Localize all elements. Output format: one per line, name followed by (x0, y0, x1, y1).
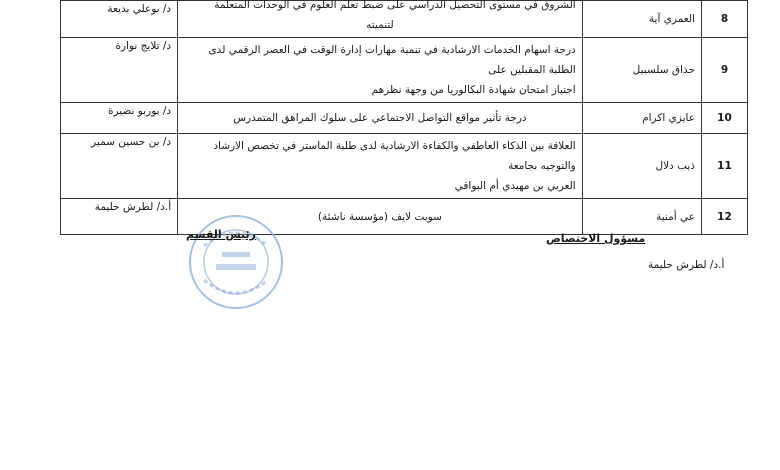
row-number: 9 (701, 38, 747, 103)
row-number: 8 (701, 1, 747, 38)
row-number: 10 (701, 103, 747, 134)
thesis-title-line1: العلاقة بين الذكاء العاطفي والكفاءة الارشادية لدى طلبة الماستر في تخصص الارشاد والتوجيه بجامعة (213, 140, 576, 172)
table-row (61, 38, 748, 103)
supervision-table (60, 0, 748, 235)
thesis-title-line2: اجتياز امتحان شهادة البكالوريا من وجهة نظرهم (371, 84, 576, 96)
thesis-title-line1: سوبت لايف (مؤسسة ناشئة) (317, 210, 442, 223)
thesis-title-line2: لتنميته (366, 19, 394, 31)
department-head-label: رئيس القسم (186, 228, 256, 241)
specialty-head-label: مسؤول الاختصاص (546, 232, 646, 245)
table-row (61, 1, 748, 38)
table-row (61, 199, 748, 235)
thesis-title (178, 103, 583, 134)
student-name: عايزي اكرام (582, 103, 701, 134)
department-stamp (186, 212, 286, 312)
student-name: العمري آية (582, 1, 701, 38)
table-row (61, 103, 748, 134)
thesis-title-line1: الشروق في مستوى التحصيل الدراسي على ضبط تعلم العلوم في الوحدات المتعلمة (214, 0, 576, 11)
thesis-title-line2: العربي بن مهيدي أم البواقي (454, 180, 576, 192)
thesis-title-line1: درجة اسهام الخدمات الارشادية في تنمية مهارات إدارة الوقت في العصر الرقمي لدى الطلبة المقبلين على (208, 44, 576, 76)
row-number: 11 (701, 134, 747, 199)
student-name: عي أمنية (582, 199, 701, 235)
student-name: حذاق سلسبيل (582, 38, 701, 103)
supervisor-name: د/ بوربو نضيرة (61, 103, 178, 134)
supervisor-name: د/ تلايج نوارة (61, 38, 178, 103)
supervisor-name: د/ بن حسين سمير (61, 134, 178, 199)
thesis-title (178, 134, 583, 199)
thesis-title (178, 38, 583, 103)
supervisor-name: أ.د/ لطرش حليمة (61, 199, 178, 235)
row-number: 12 (701, 199, 747, 235)
student-name: ذيب دلال (582, 134, 701, 199)
supervisor-name: د/ بوعلي بديعة (61, 1, 178, 38)
thesis-title (178, 1, 583, 38)
thesis-title-line1: درجة تأثير مواقع التواصل الاجتماعي على سلوك المراهق المتمدرس (233, 112, 527, 124)
table-row (61, 134, 748, 199)
specialty-head-name: أ.د/ لطرش حليمة (648, 259, 725, 271)
